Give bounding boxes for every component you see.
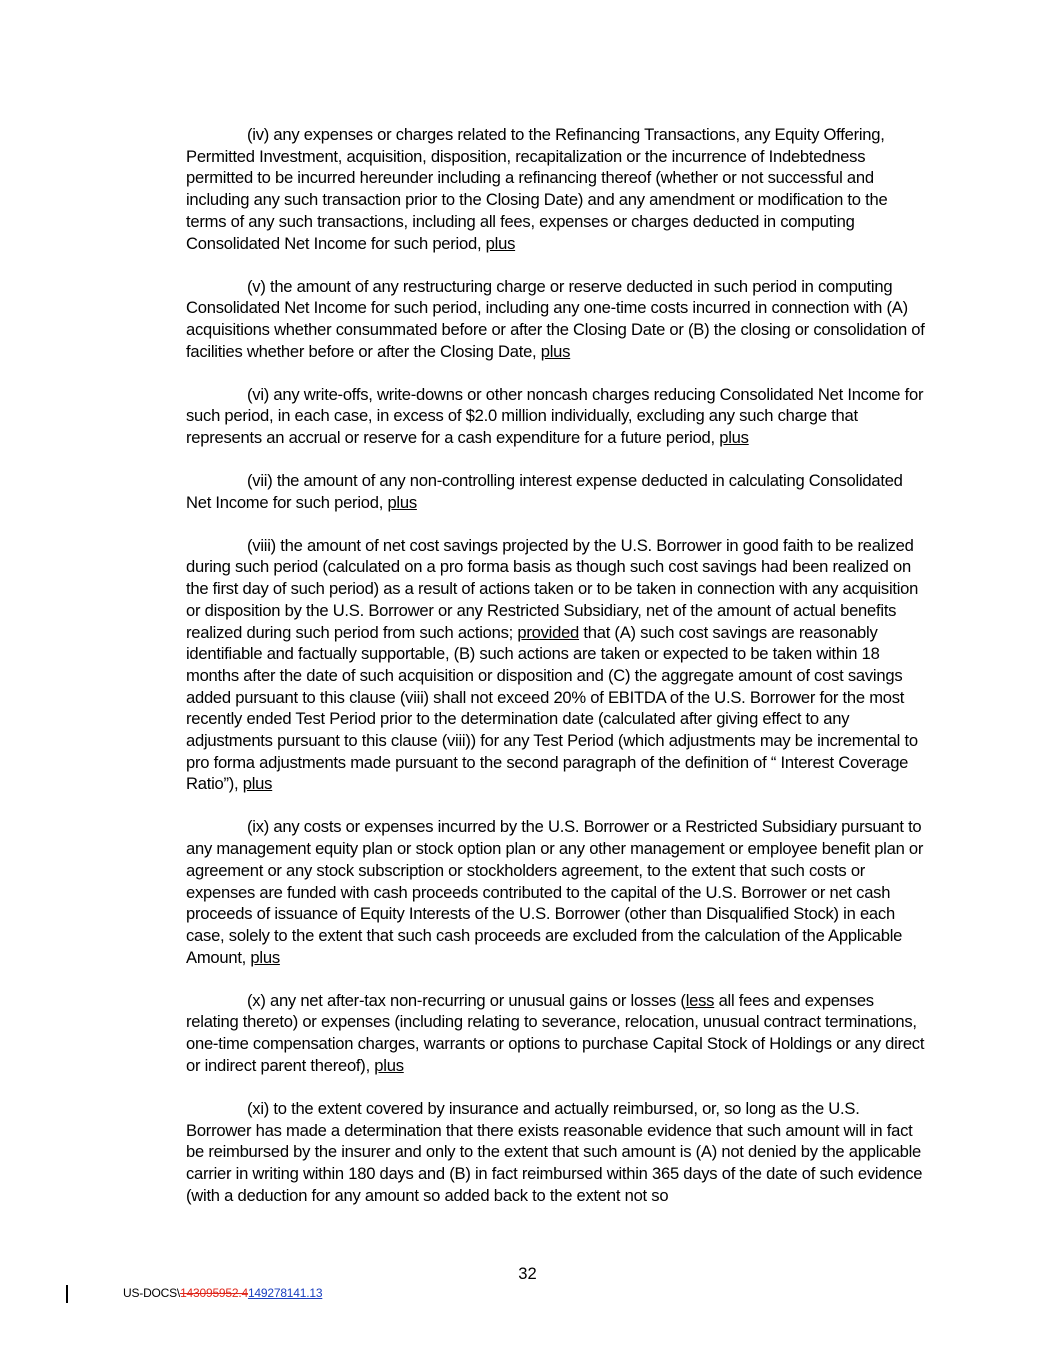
clause-text: (viii) the amount of net cost savings projected by the U.S. Borrower in good faith to be realized during such period (calculated on a pro forma basis as though such cost savings had been realized on the first day of such period) as a result of actions taken or to be taken in connection with any acquisition or disposition by the U.S. Borrower or any Restricted Subsidiary, net of the amount of actual benefits realized during such period from such actions; <box>186 535 919 642</box>
plus-term: plus <box>242 774 273 794</box>
clause-v <box>186 276 928 363</box>
footer-document-id <box>123 1286 322 1300</box>
clause-text: (v) the amount of any restructuring charge or reserve deducted in such period in computing Consolidated Net Income for such period, including any one-time costs incurred in connection with (A) acquisitions whether consummated before or after the Closing Date or (B) the closing or consolidation of facilities whether before or after the Closing Date, <box>186 276 925 361</box>
plus-term: plus <box>250 947 280 967</box>
plus-term: plus <box>387 492 417 512</box>
clause-vii <box>186 470 928 513</box>
clause-x <box>186 990 928 1077</box>
footer-prefix: US-DOCS\ <box>123 1286 181 1300</box>
clause-text: (iv) any expenses or charges related to the Refinancing Transactions, any Equity Offering, Permitted Investment, acquisition, disposition, recapitalization or the incurrence of Indebtedness permitted to be incurred hereunder including a refinancing thereof (whether or not successful and including any such transaction prior to the Closing Date) and any amendment or modification to the terms of any such transactions, including all fees, expenses or charges deducted in computing Consolidated Net Income for such period, <box>186 125 888 253</box>
clause-vi <box>186 384 928 449</box>
plus-term: plus <box>540 341 571 361</box>
clause-xi <box>186 1098 928 1207</box>
clause-text: (xi) to the extent covered by insurance and actually reimbursed, or, so long as the U.S. Borrower has made a determination that there exists reasonable evidence that such amount will in fact be reimbursed by the insurer and only to the extent that such amount is (A) not denied by the applicable carrier in writing within 180 days and (B) in fact reimbursed within 365 days of the date of such evidence (with a deduction for any amount so added back to the extent not so <box>186 1098 923 1205</box>
inserted-doc-id: 149278141.13 <box>247 1286 323 1300</box>
clause-text: (ix) any costs or expenses incurred by the U.S. Borrower or a Restricted Subsidiary pursuant to any management equity plan or stock option plan or any other management or employee benefit plan or agreement or any stock subscription or stockholders agreement, to the extent that such costs or expenses are funded with cash proceeds contributed to the capital of the U.S. Borrower or net cash proceeds of issuance of Equity Interests of the U.S. Borrower (other than Disqualified Stock) in each case, solely to the extent that such cash proceeds are excluded from the calculation of the Applicable Amount, <box>186 817 924 967</box>
plus-term: plus <box>485 233 516 253</box>
document-body <box>186 124 928 1228</box>
clause-text: (x) any net after-tax non-recurring or unusual gains or losses ( <box>247 990 686 1010</box>
plus-term: plus <box>374 1055 404 1075</box>
clause-ix <box>186 816 928 968</box>
clause-viii <box>186 535 928 795</box>
page-number: 32 <box>518 1264 537 1283</box>
clause-text-continued: that (A) such cost savings are reasonably identifiable and factually supportable, (B) such actions are taken or expected to be taken within 18 months after the date of such acquisition or disposition and (C) the aggregate amount of cost savings added pursuant to this clause (viii) shall not exceed 20% of EBITDA of the U.S. Borrower for the most recently ended Test Period prior to the determination date (calculated after giving effect to any adjustments pursuant to this clause (viii)) for any Test Period (which adjustments may be incremental to pro forma adjustments made pursuant to the second paragraph of the definition of “ Interest Coverage Ratio”), <box>186 622 918 794</box>
clause-text: (vi) any write-offs, write-downs or other noncash charges reducing Consolidated Net Income for such period, in each case, in excess of $2.0 million individually, excluding any such charge that represents an accrual or reserve for a cash expenditure for a future period, <box>186 384 924 448</box>
plus-term: plus <box>719 428 749 448</box>
deleted-doc-id: 143095952.4 <box>180 1286 248 1300</box>
less-term: less <box>685 990 715 1010</box>
change-bar <box>66 1285 68 1303</box>
clause-text: (vii) the amount of any non-controlling interest expense deducted in calculating Consolidated Net Income for such period, <box>186 471 903 512</box>
clause-iv <box>186 124 928 254</box>
provided-term: provided <box>517 622 580 642</box>
clause-text-continued: all fees and expenses relating thereto) or expenses (including relating to severance, relocation, unusual contract terminations, one-time compensation charges, warrants or options to purchase Capital Stock of Holdings or any direct or indirect parent thereof), <box>186 990 925 1075</box>
